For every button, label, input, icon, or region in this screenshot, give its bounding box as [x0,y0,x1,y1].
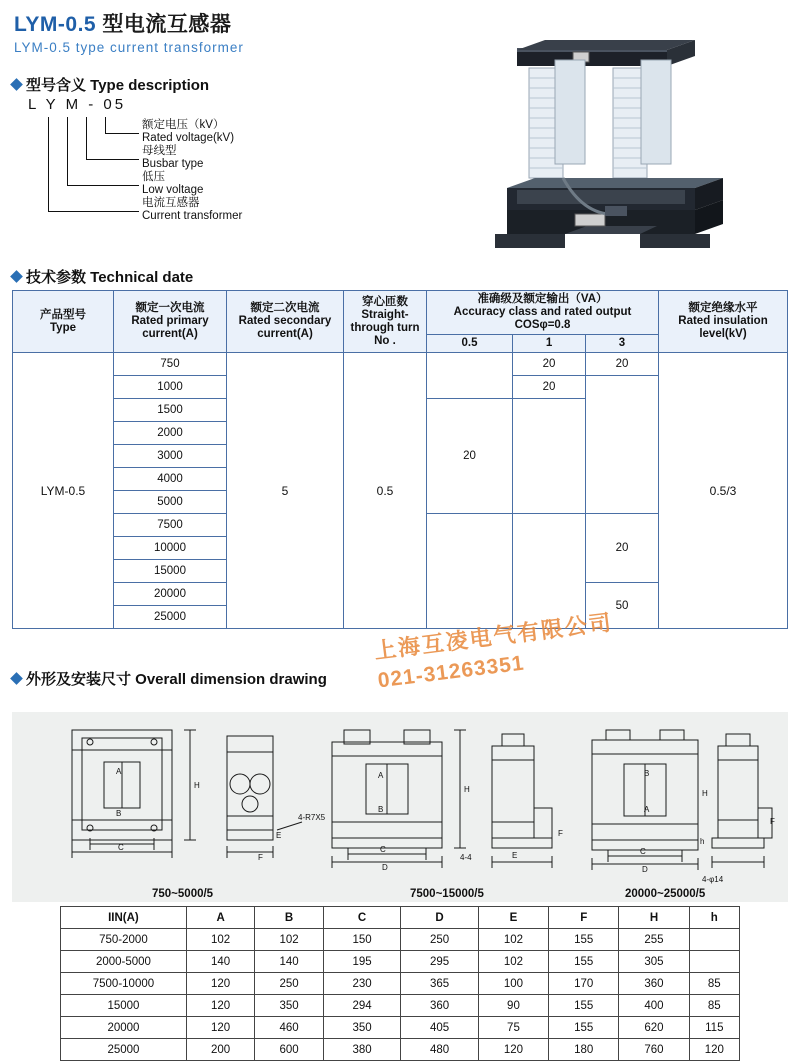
dim-r4-c8: 115 [689,1017,739,1039]
section-heading-dimension [12,668,327,689]
th-acc-1: 1 [513,335,586,353]
type-label-1-cn: 母线型 [142,145,177,157]
dim-r3-c8: 85 [689,995,739,1017]
cell-acc3-0: 20 [586,353,659,376]
dim-r5-c5: 120 [478,1039,548,1061]
th-insulation-cn: 额定绝缘水平 [688,302,758,314]
dim-r4-c4: 405 [401,1017,479,1039]
cell-primary-9: 15000 [114,560,227,583]
type-code: L Y M - 05 [28,96,127,113]
cell-acc1-1: 20 [513,376,586,399]
dim-letter-F-1: F [258,853,263,862]
dim-r2-c0: 7500-10000 [61,973,187,995]
dim-r3-c7: 400 [619,995,689,1017]
dimension-table-body [61,929,740,1061]
th-turns [344,291,427,353]
th-primary-cn: 额定一次电流 [135,302,205,314]
section-title-dimension: 外形及安装尺寸 Overall dimension drawing [26,671,327,688]
th-turns-en: Straight-through turn No . [350,308,420,347]
diamond-bullet-icon [10,78,23,91]
type-label-3-en: Current transformer [142,209,243,222]
dim-r0-c3: 150 [323,929,401,951]
th-acc-0-5: 0.5 [427,335,513,353]
dim-r0-c7: 255 [619,929,689,951]
dim-r3-c0: 15000 [61,995,187,1017]
section-heading-type-description [12,74,209,95]
table-row [61,1017,740,1039]
cell-primary-3: 2000 [114,422,227,445]
dim-letter-C-1: C [118,843,124,852]
type-label-3-cn: 电流互感器 [142,197,200,209]
dim-letter-F-3: F [770,817,775,826]
dim-r5-c0: 25000 [61,1039,187,1061]
view-label: 4-4 [460,853,472,862]
diamond-bullet-icon [10,672,23,685]
dimension-table [60,906,740,1061]
dim-table-header-row [61,907,740,929]
product-photo [455,18,785,268]
technical-table-body [13,353,788,629]
cell-primary-5: 4000 [114,468,227,491]
title-chinese-rest: 型电流互感器 [96,13,232,36]
leader-v-4 [48,117,49,211]
dim-letter-D-3: D [642,865,648,874]
type-label-1 [142,145,203,170]
dim-r3-c4: 360 [401,995,479,1017]
dim-letter-E-1: E [276,831,282,840]
dim-r4-c5: 75 [478,1017,548,1039]
dim-r2-c2: 250 [255,973,323,995]
table-row [61,973,740,995]
diamond-bullet-icon [10,270,23,283]
dim-th-7: H [619,907,689,929]
th-type [13,291,114,353]
dim-th-6: F [549,907,619,929]
dim-r1-c1: 140 [186,951,254,973]
dim-th-1: A [186,907,254,929]
cell-acc3-blank-a [586,376,659,514]
th-type-cn: 产品型号 [40,308,86,321]
dim-letter-H-3: H [702,789,708,798]
th-accuracy-en: Accuracy class and rated output [453,306,632,318]
th-accuracy-cos: COSφ=0.8 [514,319,571,331]
leader-h-3 [67,185,139,186]
dim-r2-c4: 365 [401,973,479,995]
dim-letter-A-3: A [644,805,650,814]
dim-th-8: h [689,907,739,929]
dim-th-2: B [255,907,323,929]
th-primary [114,291,227,353]
table-row [61,951,740,973]
cell-primary-11: 25000 [114,606,227,629]
dimension-drawings [12,712,788,902]
dim-r2-c8: 85 [689,973,739,995]
dim-r5-c7: 760 [619,1039,689,1061]
dim-r4-c7: 620 [619,1017,689,1039]
dim-letter-F-2: F [558,829,563,838]
dim-r0-c1: 102 [186,929,254,951]
dim-r0-c5: 102 [478,929,548,951]
watermark-phone: 021-31263351 [376,651,526,693]
type-label-1-en: Busbar type [142,157,204,170]
dim-r0-c4: 250 [401,929,479,951]
leader-v-1 [105,117,106,133]
dim-r3-c2: 350 [255,995,323,1017]
th-insulation [659,291,788,353]
dim-r2-c5: 100 [478,973,548,995]
dim-r0-c0: 750-2000 [61,929,187,951]
technical-table-wrap [12,290,788,629]
cell-turns: 0.5 [344,353,427,629]
dim-r3-c3: 294 [323,995,401,1017]
section-title-technical: 技术参数 Technical date [26,269,194,286]
dim-letter-B-3: B [644,769,650,778]
dim-r4-c3: 350 [323,1017,401,1039]
table-row [61,929,740,951]
watermark-company: 上海互凌电气有限公司 [372,609,615,664]
dim-r5-c8: 120 [689,1039,739,1061]
cell-primary-4: 3000 [114,445,227,468]
dim-r1-c3: 195 [323,951,401,973]
page-title [14,8,244,55]
section-title-type-description: 型号含义 Type description [26,77,210,94]
cell-insulation: 0.5/3 [659,353,788,629]
dim-letter-h-3: h [700,837,705,846]
dim-r1-c2: 140 [255,951,323,973]
dim-r5-c1: 200 [186,1039,254,1061]
cell-acc05-blank-a [427,353,513,399]
type-description-diagram [14,96,324,256]
cell-primary-8: 10000 [114,537,227,560]
dim-th-3: C [323,907,401,929]
cell-acc05-merged: 20 [427,399,513,514]
dim-th-5: E [478,907,548,929]
th-accuracy [427,291,659,335]
th-secondary-en: Rated secondary current(A) [238,315,332,340]
th-accuracy-cn: 准确级及额定输出（VA） [477,293,608,305]
dim-r4-c6: 155 [549,1017,619,1039]
type-leader-lines [14,113,324,248]
th-acc-3: 3 [586,335,659,353]
title-model: LYM-0.5 [14,13,97,36]
dim-r3-c6: 155 [549,995,619,1017]
drawing-caption-3: 20000~25000/5 [625,888,706,900]
dim-r4-c1: 120 [186,1017,254,1039]
cell-primary-2: 1500 [114,399,227,422]
cell-primary-10: 20000 [114,583,227,606]
technical-table [12,290,788,629]
cell-acc1-0: 20 [513,353,586,376]
dim-r2-c3: 230 [323,973,401,995]
type-label-0-cn: 额定电压（kV） [142,119,225,131]
dim-letter-A-1: A [116,767,122,776]
cell-acc05-blank-b [427,514,513,629]
table-row [61,995,740,1017]
dim-r5-c3: 380 [323,1039,401,1061]
th-secondary [227,291,344,353]
leader-h-4 [48,211,139,212]
th-type-en: Type [50,321,76,334]
dim-r0-c8 [689,929,739,951]
cell-acc3-7500: 20 [586,514,659,583]
title-chinese [14,8,244,38]
dim-th-0: IIN(A) [61,907,187,929]
dim-r3-c1: 120 [186,995,254,1017]
dim-r4-c2: 460 [255,1017,323,1039]
cell-primary-1: 1000 [114,376,227,399]
leader-h-2 [86,159,139,160]
drawing-caption-2: 7500~15000/5 [410,888,484,900]
dim-r1-c4: 295 [401,951,479,973]
dim-letter-C-2: C [380,845,386,854]
dim-letter-E-2: E [512,851,518,860]
dim-letter-D-2: D [382,863,388,872]
dim-r1-c7: 305 [619,951,689,973]
hole-label-2: 4-φ14 [702,875,724,884]
dim-r0-c6: 155 [549,929,619,951]
section-heading-technical [12,266,193,287]
type-label-0-en: Rated voltage(kV) [142,131,235,144]
hole-label-1: 4-R7X5 [298,813,326,822]
cell-primary-0: 750 [114,353,227,376]
dim-letter-A-2: A [378,771,384,780]
leader-v-3 [67,117,68,185]
dim-th-4: D [401,907,479,929]
dim-r2-c6: 170 [549,973,619,995]
dim-r2-c1: 120 [186,973,254,995]
type-label-2 [142,171,203,196]
dim-letter-C-3: C [640,847,646,856]
dim-r1-c0: 2000-5000 [61,951,187,973]
dim-letter-B-1: B [116,809,122,818]
cell-primary-6: 5000 [114,491,227,514]
dim-r4-c0: 20000 [61,1017,187,1039]
th-secondary-cn: 额定二次电流 [250,302,320,314]
dim-r3-c5: 90 [478,995,548,1017]
dim-r5-c6: 180 [549,1039,619,1061]
type-label-0 [142,119,234,144]
type-label-2-cn: 低压 [142,171,165,183]
dim-letter-B-2: B [378,805,384,814]
drawing-caption-1: 750~5000/5 [152,888,214,900]
dim-r5-c4: 480 [401,1039,479,1061]
dim-r1-c8 [689,951,739,973]
th-primary-en: Rated primary current(A) [131,315,209,340]
dim-letter-H-2: H [464,785,470,794]
th-insulation-en: Rated insulation level(kV) [678,315,768,340]
table-row [13,353,788,376]
dim-letter-H-1: H [194,781,200,790]
dimension-table-wrap [60,906,740,1061]
leader-h-1 [105,133,139,134]
dim-r5-c2: 600 [255,1039,323,1061]
th-turns-cn: 穿心匝数 [362,295,408,308]
type-label-2-en: Low voltage [142,183,204,196]
dim-r0-c2: 102 [255,929,323,951]
dim-r1-c5: 102 [478,951,548,973]
dim-r1-c6: 155 [549,951,619,973]
title-english: LYM-0.5 type current transformer [14,40,244,55]
type-label-3 [142,197,242,222]
cell-acc1-blank-a [513,399,586,514]
cell-primary-7: 7500 [114,514,227,537]
cell-model: LYM-0.5 [13,353,114,629]
leader-v-2 [86,117,87,159]
dim-r2-c7: 360 [619,973,689,995]
cell-acc3-20000: 50 [586,583,659,629]
cell-secondary: 5 [227,353,344,629]
dimension-drawing-svg [12,712,788,902]
table-header-row [13,291,788,335]
